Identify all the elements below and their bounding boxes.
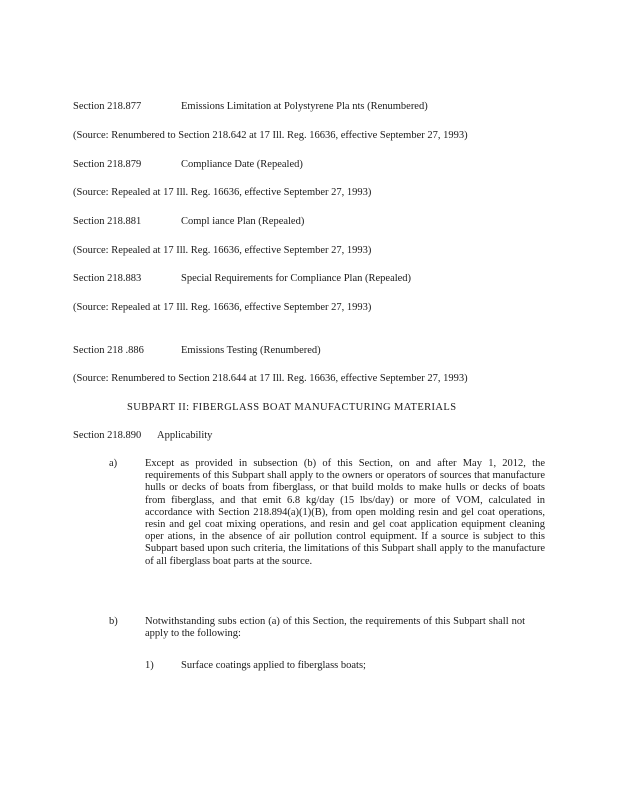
source-note: (Source: Repealed at 17 Ill. Reg. 16636, effective September 27, 1993) [73,187,372,198]
section-title: Applicability [157,430,213,441]
section-heading [73,344,321,358]
section-heading [73,100,428,114]
subsection-label: a) [109,458,118,469]
section-title: Emissions Limitation at Polystyrene Pla nts (Renumbered) [181,101,428,112]
section-heading [73,158,303,172]
list-item-text: Surface coatings applied to fiberglass boats; [181,660,366,671]
section-title: Emissions Testing (Renumbered) [181,345,321,356]
source-note: (Source: Repealed at 17 Ill. Reg. 16636, effective September 27, 1993) [73,302,372,313]
section-number: Section 218.879 [73,159,142,170]
section-number: Section 218 .886 [73,345,144,356]
list-item-label: 1) [145,660,154,671]
section-title: Special Requirements for Compliance Plan (Repealed) [181,273,412,284]
subsection-text: Notwithstanding subs ection (a) of this Section, the requirements of this Subpart shall not apply to the following: [145,616,525,640]
section-number: Section 218.881 [73,216,142,227]
subpart-heading: SUBPART II: FIBERGLASS BOAT MANUFACTURING MATERIALS [127,402,457,413]
section-heading [73,272,411,286]
source-note: (Source: Renumbered to Section 218.642 at 17 Ill. Reg. 16636, effective September 27, 1993) [73,130,468,141]
source-note: (Source: Renumbered to Section 218.644 at 17 Ill. Reg. 16636, effective September 27, 1993) [73,373,468,384]
section-heading [73,215,304,229]
source-note: (Source: Repealed at 17 Ill. Reg. 16636, effective September 27, 1993) [73,245,372,256]
section-heading [73,429,212,443]
section-title: Compliance Date (Repealed) [181,159,303,170]
section-number: Section 218.877 [73,101,142,112]
subsection-text: Except as provided in subsection (b) of this Section, on and after May 1, 2012, the requirements of this Subpart shall apply to the owners or operators of sources that manufacture hulls or decks of boats from fiberglass, or that build molds to make hulls or decks of boats from fiberglass, and that emit 6.8 kg/day (15 lbs/day) or more of VOM, calculated in accordance with Section 218.894(a)(1)(B), from open molding resin and gel coat operations, resin and gel coat mixing operations, and resin and gel coat application equipment cleaning oper ations, in the absence of air pollution control equipment. If a source is subject to this Subpart based upon such criteria, the limitations of this Subpart shall apply to the manufacture of all fiberglass boat parts at the source. [145,458,545,567]
section-title: Compl iance Plan (Repealed) [181,216,305,227]
section-number: Section 218.890 [73,430,142,441]
section-number: Section 218.883 [73,273,142,284]
subsection-label: b) [109,616,118,627]
